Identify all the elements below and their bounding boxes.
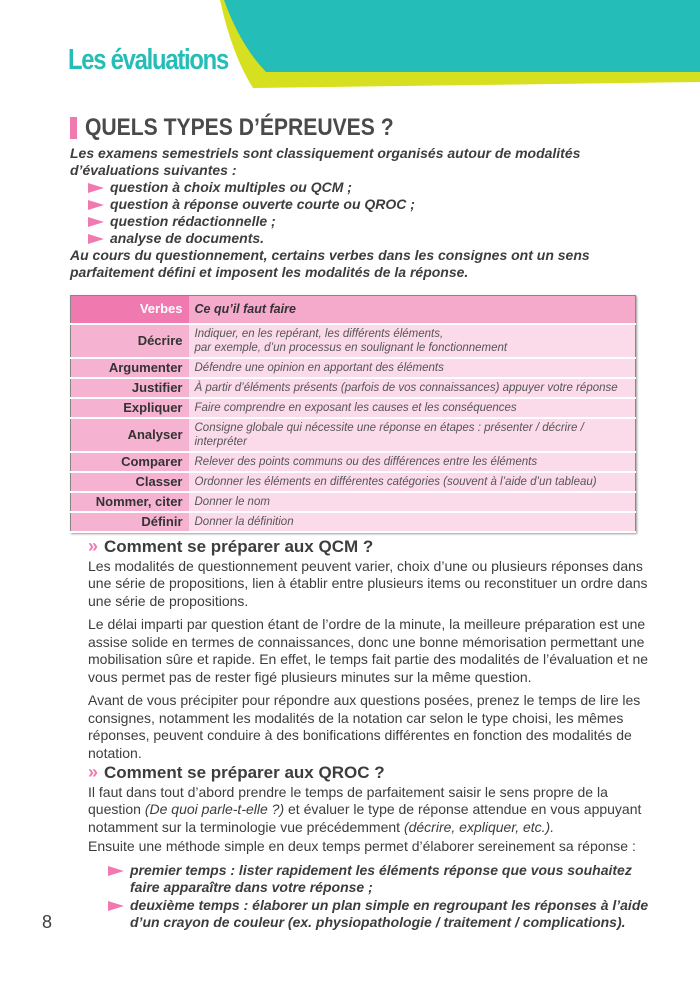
table-row <box>71 472 636 492</box>
verb-cell: Expliquer <box>71 398 189 418</box>
list-item-text: question à choix multiples ou QCM ; <box>110 179 352 195</box>
desc-line: par exemple, d’un processus en soulignant le fonctionnement <box>194 341 508 354</box>
italic-text: (décrire, expliquer, etc.). <box>403 818 555 835</box>
verb-cell: Analyser <box>71 418 189 452</box>
table-row <box>71 492 636 512</box>
double-chevron-icon: » <box>88 536 99 556</box>
list-item <box>88 196 670 213</box>
table-row <box>71 452 636 472</box>
table-row <box>71 512 636 532</box>
desc-cell: Défendre une opinion en apportant des éléments <box>189 358 636 378</box>
list-item-text: premier temps : lister rapidement les éléments réponse que vous souhaitez faire apparaître dans votre réponse ; <box>130 861 632 895</box>
verbs-table <box>70 295 636 533</box>
verb-cell: Argumenter <box>71 358 189 378</box>
verb-cell: Justifier <box>71 378 189 398</box>
desc-line: Indiquer, en les repérant, les différents éléments, <box>194 327 444 340</box>
list-item-text: question rédactionnelle ; <box>110 213 276 229</box>
paragraph: Le délai imparti par question étant de l’ordre de la minute, la meilleure préparation est une assise solide en termes de connaissances, donc une bonne mémorisation permettant une mobilisation sûre et rapide. En effet, le temps fait partie des modalités de l’évaluation et ne vous permet pas de rester figé plusieurs minutes sur la même question. <box>88 616 649 685</box>
text: et évaluer le type de réponse attendue en vous appuyant notamment sur la terminologie vue précédemment <box>88 801 642 835</box>
exam-types-list <box>88 179 670 247</box>
arrow-icon <box>88 217 104 227</box>
desc-cell <box>189 324 636 358</box>
verb-cell: Comparer <box>71 452 189 472</box>
method-list <box>108 862 658 932</box>
list-item <box>88 179 670 196</box>
list-item <box>88 213 670 230</box>
table-row <box>71 358 636 378</box>
list-item-text: question à réponse ouverte courte ou QROC ; <box>110 196 415 212</box>
intro-block <box>70 145 670 281</box>
list-item-text: analyse de documents. <box>110 230 265 246</box>
arrow-icon <box>88 200 104 210</box>
header-what-to-do: Ce qu’il faut faire <box>189 296 636 324</box>
table-row <box>71 324 636 358</box>
table-header-row <box>71 296 636 324</box>
desc-cell: Faire comprendre en exposant les causes et les conséquences <box>189 398 636 418</box>
paragraph <box>88 784 658 837</box>
desc-cell: À partir d’éléments présents (parfois de vos connaissances) appuyer votre réponse <box>189 378 636 398</box>
chapter-title: Les évaluations <box>68 44 228 76</box>
table-row <box>71 398 636 418</box>
arrow-icon <box>88 234 104 244</box>
heading-marker <box>70 117 77 139</box>
paragraph: Avant de vous précipiter pour répondre aux questions posées, prenez le temps de lire les consignes, notamment les modalités de la notation car selon le type choisi, les mêmes réponses, peuvent conduire à des bonifications différentes en fonction des modalités de notation. <box>88 692 641 761</box>
qcm-heading-text: Comment se préparer aux QCM ? <box>104 537 374 556</box>
desc-cell: Donner la définition <box>189 512 636 532</box>
body-text <box>88 538 658 932</box>
text: Il faut dans tout d’abord prendre le temps de parfaitement saisir le sens propre de la question <box>88 783 608 817</box>
page-number: 8 <box>42 912 53 932</box>
verb-cell: Définir <box>71 512 189 532</box>
table-row <box>71 378 636 398</box>
paragraph: Ensuite une méthode simple en deux temps permet d’élaborer sereinement sa réponse : <box>88 838 636 854</box>
outro-text: Au cours du questionnement, certains verbes dans les consignes ont un sens parfaitement défini et imposent les modalités de la réponse. <box>70 247 590 280</box>
section-heading-text: QUELS TYPES D’ÉPREUVES ? <box>84 114 394 141</box>
list-item <box>108 897 658 932</box>
list-item-text: deuxième temps : élaborer un plan simple en regroupant les réponses à l’aide d’un crayon de couleur (ex. physiopathologie / traitement / complications). <box>130 896 649 930</box>
list-item <box>88 230 670 247</box>
verb-cell: Nommer, citer <box>71 492 189 512</box>
header-verbs: Verbes <box>71 296 189 324</box>
desc-cell: Donner le nom <box>189 492 636 512</box>
table-row <box>71 418 636 452</box>
desc-cell: Ordonner les éléments en différentes catégories (souvent à l’aide d’un tableau) <box>189 472 636 492</box>
qroc-heading-text: Comment se préparer aux QROC ? <box>104 763 385 782</box>
arrow-icon <box>88 183 104 193</box>
double-chevron-icon: » <box>88 762 99 782</box>
qroc-heading <box>88 764 658 782</box>
arrow-icon <box>108 901 124 911</box>
intro-text: Les examens semestriels sont classiquement organisés autour de modalités d’évaluations suivantes : <box>70 145 581 178</box>
paragraph: Les modalités de questionnement peuvent varier, choix d’une ou plusieurs réponses dans une série de propositions, lien à établir entre plusieurs items ou reconstituer un ordre dans une série de propositions. <box>88 557 648 609</box>
desc-cell: Relever des points communs ou des différences entre les éléments <box>189 452 636 472</box>
verb-cell: Décrire <box>71 324 189 358</box>
qcm-heading <box>88 538 658 556</box>
arrow-icon <box>108 866 124 876</box>
desc-cell: Consigne globale qui nécessite une réponse en étapes : présenter / décrire / interpréter <box>189 418 636 452</box>
italic-text: (De quoi parle-t-elle ?) <box>144 801 285 817</box>
verb-cell: Classer <box>71 472 189 492</box>
section-heading <box>70 114 394 142</box>
list-item <box>108 862 658 897</box>
